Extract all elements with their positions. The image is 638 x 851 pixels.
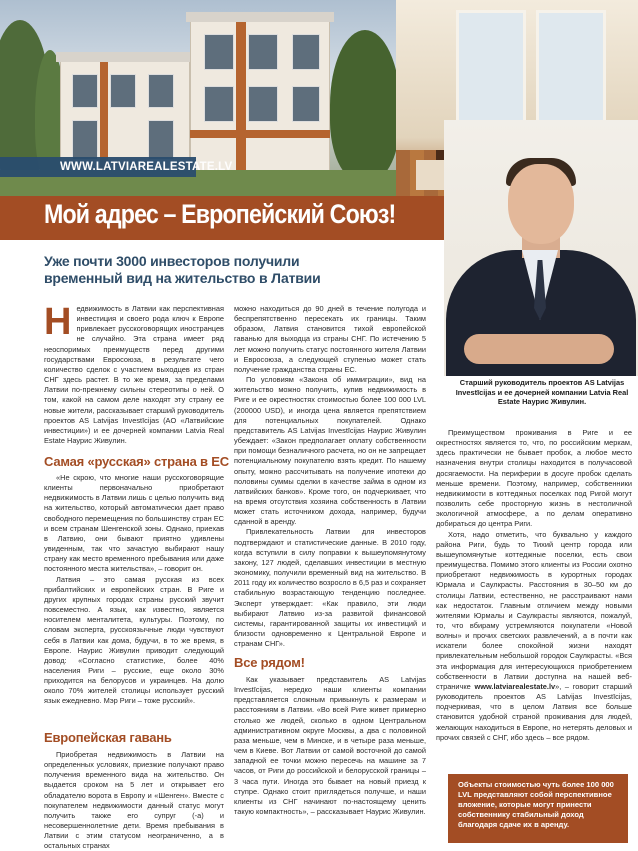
drop-cap: Н [44, 301, 72, 343]
portrait-photo [444, 120, 638, 376]
section-heading-european-harbor: Европейская гавань [44, 730, 172, 745]
paragraph: Привлекательность Латвии для инвесторов подтверждают и статистические данные. В 2010 году, когда вступили в силу поправки к вышеупомянутому закону, 127 людей, сделавших инвестиции в местную экономику, получили временный вид на жительство. В 2011 году их количество возросло в 6,5 раз и сохраняет стабильную возрастающую тенденцию последнее. Эксперт утверждает: «Как правило, эти люди выбирают Латвию из-за развитой финансовой системы, гарантированной защиты их инвестиций и близости одновременно к Центральной Европе и странам СНГ». [234, 527, 426, 649]
portrait-caption: Старший руководитель проектов AS Latvijas Investīcijas и ее дочерней компании Latvia Real Estate Наурис Живулин. [455, 378, 629, 407]
intro-text: едвижимость в Латвии как перспективная инвестиция и своего рода ключ к Европе привлекает русскоговорящих иностранцев не случайно. Эта страна имеет ряд неоспоримых преимуществ перед другими государствами Евросоюза, в результате чего количество сделок с участием выходцев из стран СНГ здесь растет. В то же время, за пределами Латвии по-прежнему сильны стереотипы о ней. О том, какой на самом деле находят эту страну ее новые жители, рассказывает старший руководитель проектов AS Latvijas Investīcijas (AO «Латвийские инвестиции») и ее дочерней компании Latvia Real Estate Наурис Живулин. [44, 304, 224, 446]
callout-box [448, 774, 628, 843]
paragraph: По условиям «Закона об иммиграции», вид на жительство можно получить, купив недвижимость в Риге и ее окрестностях стоимостью более 100 000 LVL (200000 USD), и иногда цена является препятствием для потенциальных покупателей. Однако представитель AS Latvijas Investīcijas Наурис Живулин убеждает: «Закон предполагает оплату собственности при помощи безналичного расчета, но он не запрещает потенциальному покупателю взять кредит. По нашему опыту, можно рассчитывать на получение ипотеки до половины суммы сделки в качестве займа в одном из латвийских банков». Кроме того, он подчеркивает, что на время отсутствия хозяина собственность в Латвии может стать источником дохода, например, будучи сданной в аренду. [234, 375, 426, 527]
callout-text: Объекты стоимостью чуть более 100 000 LVL представляют собой перспективное вложение, которые могут принести собственнику стабильный доход благодаря сдаче их в аренду. [458, 780, 614, 829]
column-2-part-2 [234, 675, 426, 817]
paragraph: Латвия – это самая русская из всех прибалтийских и европейских стран. В Риге и других крупных городах страны русский звучит повсеместно. А язык, как известно, является носителем менталитета, культуры. Поэтому, по словам эксперта, русскоязычные люди чувствуют себя в Латвии как дома, будучи, в то же время, в Европе. Наурис Живулин приводит следующий довод: «Согласно статистике, более 40% населения Риги – русские, еще около 30% приходится на белорусов и украинцев. На долю около 70% жителей столицы использует русский язык ежедневно. Мэр Риги – тоже русский». [44, 574, 224, 706]
column-1-part-3 [44, 750, 224, 851]
paragraph [436, 530, 632, 743]
column-1 [44, 301, 224, 446]
page-title: Мой адрес – Европейский Союз! [44, 199, 396, 229]
column-1-part-2 [44, 473, 224, 707]
website-url: WWW.LATVIAREALESTATE.LV [60, 161, 233, 173]
column-2 [234, 304, 426, 649]
paragraph: «Не скрою, что многие наши русскоговорящие клиенты первоначально приобретают недвижимость в Латвии лишь с целью получить вид на жительство, который автоматически дает право свободного перемещения по большинству стран ЕС и всем странам Шенгенской зоны. Однако, приехав в Латвию, они бывают приятно удивлены увиденным, так что зачастую выбирают нашу страну как место временного пребывания или даже постоянного места жительства», – говорит он. [44, 473, 224, 574]
paragraph-text: », – говорит старший руководитель проектов AS Latvijas Investīcijas, подчеркивая, что в целом Латвия все больше становится удобной страной проживания для людей, желающих находиться в Европе, но нетерять деловых и прочих связей с СНГ, ибо здесь – все рядом. [436, 681, 632, 742]
paragraph: можно находиться до 90 дней в течение полугода и беспрепятственно пересекать их границы. Таким образом, Латвия становится тихой европейской гаванью для выходца из страны СНГ. По истечению 5 лет можно получить статус постоянного жителя Латвии и Евросоюза, а следующей ступенью может стать получение гражданства страны ЕС. [234, 304, 426, 374]
paragraph: Преимуществом проживания в Риге и ее окрестностях является то, что, по российским меркам, здесь практически не бывает пробок, а любое место назначения внутри столицы находится в получасовой досягаемости. На периферии в досуге пробок сделать меньше времени. Поэтому, например, собственники недвижимости в коттеджных поселках под Ригой могут позволить себе просторную жизнь в нестоличной экологичной атмосфере, а по делам оперативно добираться до центра Риги. [436, 428, 632, 529]
article-subtitle: Уже почти 3000 инвесторов получили временный вид на жительство в Латвии [44, 253, 321, 286]
column-3 [436, 428, 632, 743]
section-heading-all-close: Все рядом! [234, 655, 305, 670]
section-heading-russian-country: Самая «русская» страна в ЕС [44, 454, 229, 469]
website-url-band [0, 157, 233, 177]
paragraph: Как указывает представитель AS Latvijas Investīcijas, нередко наши клиенты компании представляется сложным привыкнуть к размерам и расстояниям в Латвии. «Во всей Риге живет примерно столько же людей, сколько в одном Центральном административном округе Москвы, а два с половиной раза меньше, чем в Минске, и в четыре раза меньше, чем в Киеве. Вот Латвии от самой восточной до самой западной ее точки можно пересечь на машине за 7 часов, от Риги до российской и белорусской границы – 3 часа пути. Иногда это бывает на новый приезд к ступре. Однако стоит приглядеться получше, и наши клиенты из СНГ начинают по-настоящему ценить такую компактность», – рассказывает Наурис Живулин. [234, 675, 426, 817]
intro-paragraph [44, 301, 224, 446]
paragraph-text: Хотя, надо отметить, что буквально у каждого района Риги, будь то Тихий центр города или вышеупомянутые коттеджные поселки, есть свои преимущества. Помимо этого клиенты из России охотно приобретают недвижимость в курортных городах Юрмала и Саулкрасты. Расстояния в 30–50 км до столицы Латвии, естественно, не расстраивают нами как недостаток. Главным отличием между новыми жителями Юрмалы и Саулкрасты являются, пожалуй, то, что вбираму устремляются покупатели «Новой волны» и прочих светских развлечений, а в почти как искатели более спокойной жизни находят привлекательным небольшой городок Саулкрасты. «Вся эта информация для интересующихся приобретением собственности в Латвии доступна на нашей веб-страничке [436, 529, 632, 691]
paragraph: Приобретая недвижимость в Латвии на определенных условиях, приезжие получают право получения временного вида на жительство. Он выдается сроком на 5 лет и открывает его обладателю ворота в Европу и «Шенген». Вместе с покупателем недвижимости данный статус могут получить также его супруг (-а) и несовершеннолетние дети. Время пребывания в Латвии с этим статусом неограниченно, а в остальных странах [44, 750, 224, 851]
website-link[interactable]: www.latviarealestate.lv [474, 681, 556, 691]
